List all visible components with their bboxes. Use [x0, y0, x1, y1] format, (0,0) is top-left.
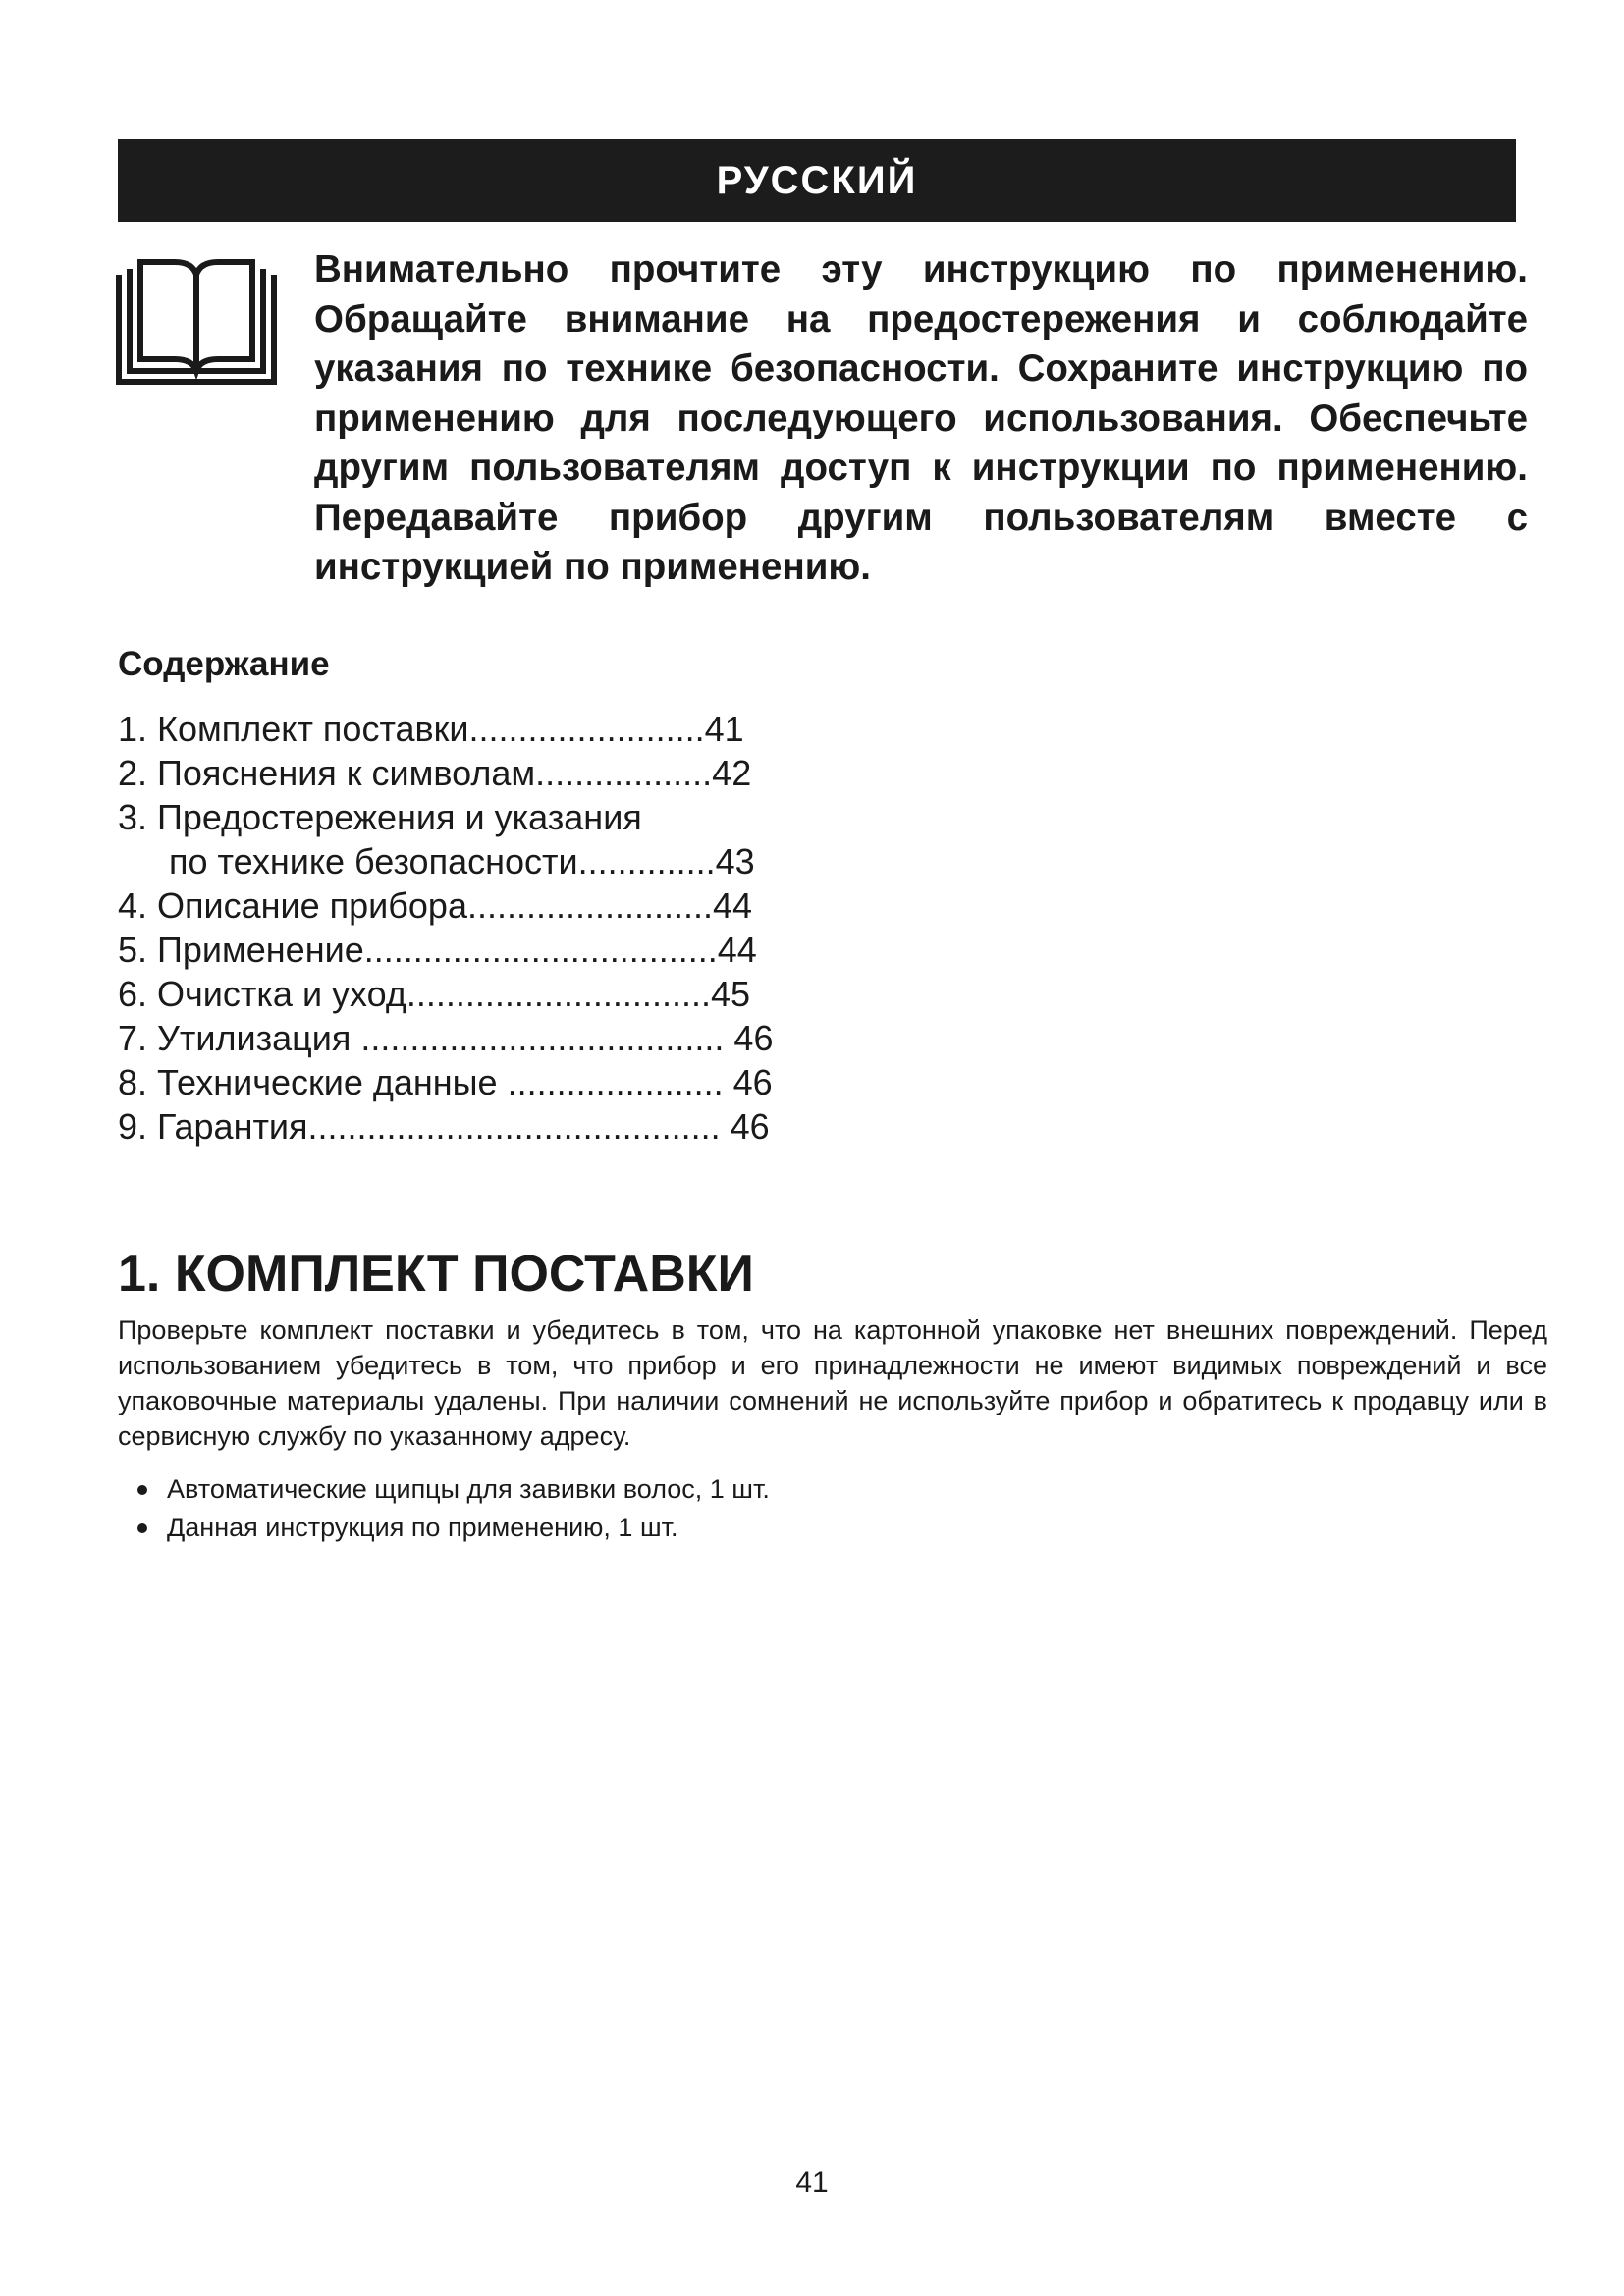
list-item-text: Автоматические щипцы для завивки волос, 1 шт.	[167, 1474, 770, 1504]
language-header	[118, 139, 1516, 222]
toc-item[interactable]: 1. Комплект поставки........................41	[118, 709, 744, 749]
toc-item[interactable]: 2. Пояснения к символам..................42	[118, 753, 752, 793]
intro-warning-text: Внимательно прочтите эту инструкцию по применению. Обращайте внимание на предостережения и соблюдайте указания по технике безопасности. Сохраните инструкцию по применению для последующего использования. Обеспечьте другим пользователям доступ к инструкции по применению. Передавайте прибор другим пользователям вместе с инструкцией по применению.	[314, 248, 1528, 588]
delivery-contents-list	[137, 1470, 770, 1547]
toc-title: Содержание	[118, 645, 330, 683]
list-item	[137, 1509, 770, 1547]
book-icon	[116, 257, 277, 385]
bullet-icon	[137, 1523, 147, 1533]
toc-item[interactable]: 7. Утилизация ..................................... 46	[118, 1018, 774, 1058]
list-item-text: Данная инструкция по применению, 1 шт.	[167, 1513, 678, 1542]
toc-item[interactable]: 6. Очистка и уход...............................45	[118, 974, 750, 1014]
toc-item[interactable]: 5. Применение....................................44	[118, 930, 757, 970]
section-heading: 1. КОМПЛЕКТ ПОСТАВКИ	[118, 1246, 754, 1303]
section-body-text: Проверьте комплект поставки и убедитесь в том, что на картонной упаковке нет внешних повреждений. Перед использованием убедитесь в том, что прибор и его принадлежности не имеют видимых повреждений и все упаковочные материалы удалены. При наличии сомнений не используйте прибор и обратитесь к продавцу или в сервисную службу по указанному адресу.	[118, 1315, 1547, 1451]
page-number: 41	[795, 2166, 829, 2199]
toc-item[interactable]: 8. Технические данные ...................... 46	[118, 1062, 773, 1102]
toc-item[interactable]: 3. Предостережения и указания	[118, 797, 642, 837]
bullet-icon	[137, 1485, 147, 1495]
list-item	[137, 1470, 770, 1509]
table-of-contents	[118, 707, 773, 1148]
language-title: РУССКИЙ	[716, 158, 918, 202]
toc-item[interactable]: 4. Описание прибора.........................44	[118, 885, 753, 926]
toc-item[interactable]: 9. Гарантия.......................................... 46	[118, 1106, 770, 1147]
toc-item-continuation[interactable]: по технике безопасности..............43	[169, 841, 755, 881]
